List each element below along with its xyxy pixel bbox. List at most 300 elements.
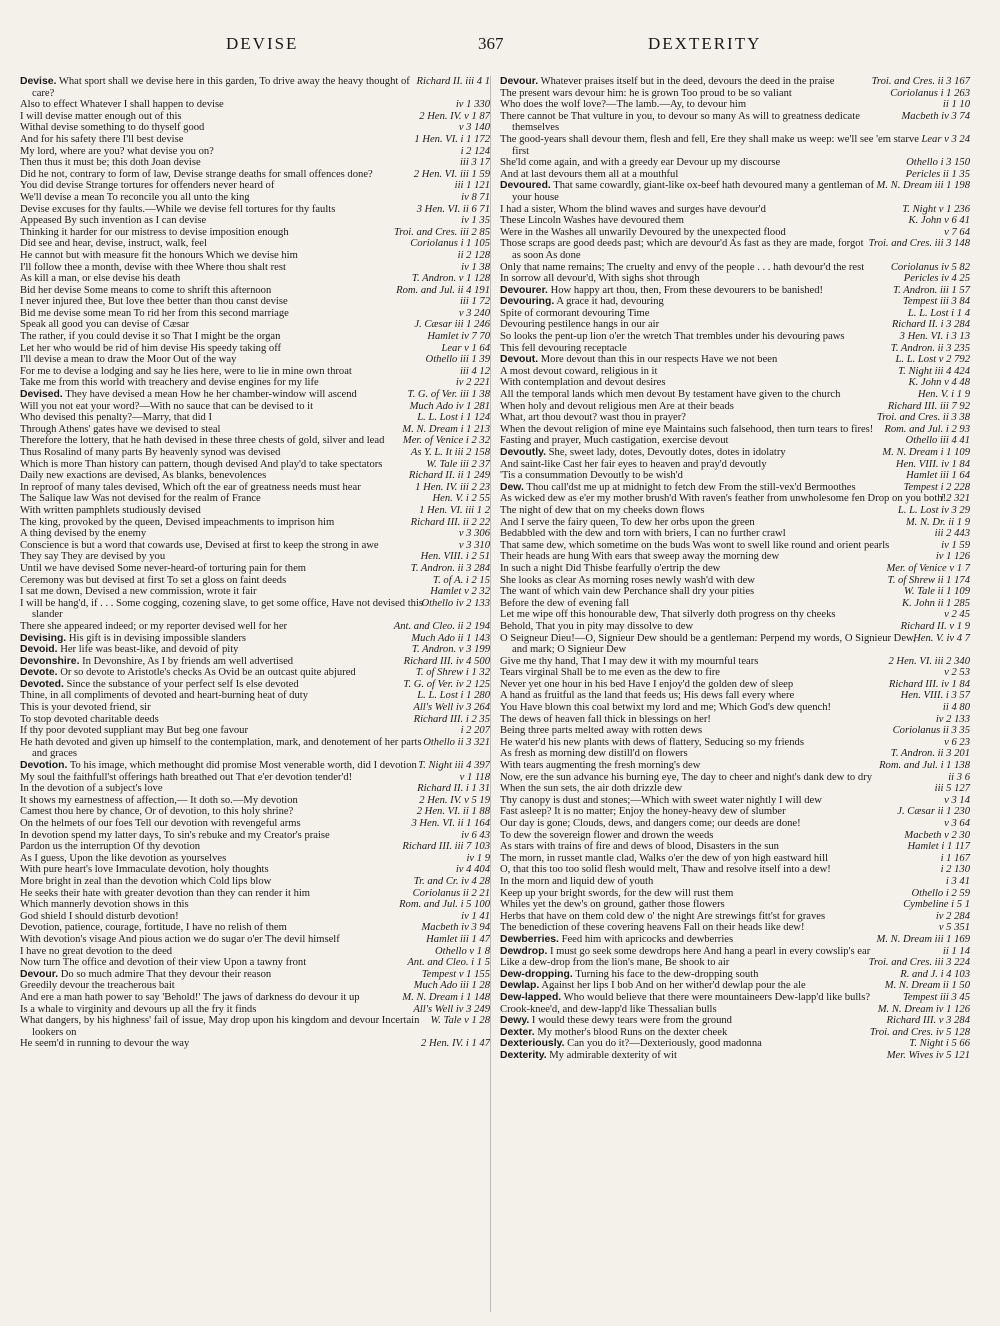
concordance-entry [500, 528, 970, 540]
entry-quotation: He water'd his new plants with dews of flattery, Seducing so my friends [500, 736, 804, 748]
concordance-entry [20, 864, 490, 876]
entry-quotation: 'Tis a consummation Devoutly to be wish'd [500, 470, 683, 482]
entry-reference: Richard III. iii 7 92 [887, 400, 970, 412]
concordance-entry [500, 435, 970, 447]
concordance-entry [500, 227, 970, 239]
concordance-entry [20, 992, 490, 1004]
entry-reference: iv 2 221 [455, 377, 490, 389]
entry-reference: Othello i 2 59 [911, 887, 970, 899]
entry-quotation: My mother's blood Runs on the dexter cheek [537, 1026, 728, 1038]
entry-reference: Tempest v 1 155 [421, 968, 490, 980]
entry-quotation: Who does the wolf love?—The lamb.—Ay, to devour him [500, 99, 747, 111]
entry-reference: T. of Shrew ii 1 174 [887, 574, 970, 586]
entry-reference: i 1 167 [940, 852, 970, 864]
concordance-entry [500, 667, 970, 679]
entry-quotation: So looks the pent-up lion o'er the wretch That trembles under his devouring paws [500, 331, 845, 343]
concordance-entry [500, 169, 970, 181]
concordance-entry [20, 841, 490, 853]
entry-reference: iii 3 17 [459, 157, 490, 169]
entry-quotation: I would these dewy tears were from the ground [531, 1015, 732, 1027]
entry-quotation: Never yet one hour in his bed Have I enjoy'd the golden dew of sleep [500, 678, 794, 690]
concordance-entry [20, 459, 490, 471]
entry-reference: 2 Hen. VI. iii 2 340 [888, 655, 970, 667]
concordance-entry [500, 888, 970, 900]
entry-reference: R. and J. i 4 103 [900, 968, 970, 980]
concordance-entry [500, 424, 970, 436]
concordance-entry [500, 946, 970, 958]
concordance-entry [500, 134, 970, 157]
concordance-entry [500, 864, 970, 876]
concordance-entry [500, 806, 970, 818]
entry-reference: T. G. of Ver. iv 2 125 [403, 678, 490, 690]
concordance-entry [500, 285, 970, 297]
entry-quotation: Can you do it?—Dexteriously, good madonna [567, 1038, 762, 1050]
entry-reference: iv 1 38 [461, 261, 490, 273]
entry-quotation: Thus Rosalind of many parts By heavenly synod was devised [20, 447, 281, 458]
entry-reference: Troi. and Cres. ii 3 167 [871, 76, 970, 87]
entry-quotation: Only that name remains; The cruelty and envy of the people . . . hath devour'd the rest [500, 261, 865, 273]
concordance-entry [500, 702, 970, 714]
entry-reference: L. L. Lost i 1 124 [417, 412, 490, 424]
concordance-entry [20, 934, 490, 946]
entry-reference: 2 Hen. VI. iii 1 59 [413, 168, 490, 180]
entry-quotation: My lord, where are you? what devise you on? [20, 145, 214, 157]
entry-reference: T. Andron. ii 3 284 [410, 562, 490, 574]
entry-quotation: My soul the faithfull'st offerings hath breathed out That e'er devotion tender'd! [20, 771, 353, 783]
entry-quotation: Do so much admire That they devour their reason [60, 968, 272, 980]
concordance-entry [500, 621, 970, 633]
entry-reference: 2 Hen. VI. ii 1 88 [416, 806, 490, 818]
entry-quotation: Those scraps are good deeds past; which are devour'd As fast as they are made, forgot as soon As done [500, 238, 864, 261]
entry-quotation: Herbs that have on them cold dew o' the night Are strewings fitt'st for graves [500, 910, 826, 922]
entry-quotation: I'll devise a mean to draw the Moor Out of the way [20, 354, 237, 366]
entry-quotation: All the temporal lands which men devout By testament have given to the church [500, 389, 841, 401]
concordance-entry [500, 296, 970, 308]
entry-reference: Richard II. iii 4 1 [416, 76, 490, 87]
concordance-entry [20, 621, 490, 633]
entry-reference: Cymbeline i 5 1 [903, 899, 970, 911]
entry-quotation: Were in the Washes all unwarily Devoured by the unexpected flood [500, 226, 786, 238]
concordance-entry [500, 354, 970, 366]
entry-quotation: With devotion's visage And pious action we do sugar o'er The devil himself [20, 933, 340, 945]
entry-quotation: Feed him with apricocks and dewberries [561, 933, 734, 945]
entry-reference: Richard III. i 2 35 [413, 713, 490, 725]
entry-reference: iv 6 43 [461, 829, 490, 841]
entry-quotation: I'll follow thee a month, devise with thee Where thou shalt rest [20, 261, 286, 273]
concordance-entry [20, 493, 490, 505]
entry-quotation: His gift is in devising impossible slanders [68, 632, 247, 644]
entry-quotation: In sorrow all devour'd, With sighs shot through [500, 273, 700, 285]
entry-quotation: Camest thou here by chance, Or of devotion, to this holy shrine? [20, 806, 294, 818]
concordance-entry [20, 679, 490, 691]
entry-quotation: To stop devoted charitable deeds [20, 713, 159, 725]
concordance-entry [20, 517, 490, 529]
entry-reference: ii 1 14 [942, 945, 970, 957]
concordance-entry [500, 273, 970, 285]
entry-quotation: He seem'd in running to devour the way [20, 1038, 190, 1050]
entry-reference: Coriolanus ii 3 35 [892, 725, 970, 737]
entry-reference: v 2 45 [944, 609, 970, 621]
entry-quotation: Bedabbled with the dew and torn with briers, I can no further crawl [500, 528, 786, 540]
entry-quotation: They say They are devised by you [20, 551, 166, 563]
column-divider [490, 76, 491, 1312]
entry-quotation: Through Athens' gates have we devised to steal [20, 423, 221, 435]
entry-reference: Hamlet iii 1 64 [906, 470, 970, 482]
entry-reference: Ant. and Cleo. i 1 5 [407, 957, 490, 969]
concordance-entry [500, 76, 970, 88]
concordance-entry [20, 957, 490, 969]
entry-reference: 3 Hen. VI. ii 1 164 [411, 818, 490, 829]
entry-quotation: I must go seek some dewdrops here And hang a pearl in every cowslip's ear [550, 945, 871, 957]
entry-reference: M. N. Dream iii 1 169 [876, 933, 970, 945]
concordance-entry [20, 262, 490, 274]
entry-quotation: Greedily devour the treacherous bait [20, 980, 175, 992]
concordance-entry [500, 540, 970, 552]
concordance-entry [500, 899, 970, 911]
entry-reference: M. N. Dream i 1 109 [882, 447, 970, 458]
concordance-entry [500, 401, 970, 413]
entry-quotation: My admirable dexterity of wit [549, 1049, 677, 1061]
entry-reference: v 3 306 [458, 528, 490, 540]
entry-reference: Coriolanus i 1 105 [410, 238, 490, 250]
entry-headword: Devour. [20, 968, 59, 980]
concordance-entry [20, 714, 490, 726]
entry-quotation: O, that this too too solid flesh would melt, Thaw and resolve itself into a dew! [500, 864, 831, 876]
entry-reference: T. Night iii 4 424 [898, 365, 970, 377]
entry-reference: T. G. of Ver. iii 1 38 [407, 389, 490, 401]
entry-quotation: In the morn and liquid dew of youth [500, 875, 654, 887]
concordance-entry [20, 401, 490, 413]
concordance-entry [500, 1038, 970, 1050]
concordance-entry [20, 273, 490, 285]
entry-reference: Richard III. iii 7 103 [402, 841, 490, 853]
entry-reference: iv 2 284 [935, 910, 970, 922]
concordance-entry [20, 470, 490, 482]
header-right-word: DEXTERITY [648, 34, 762, 53]
concordance-entry [500, 818, 970, 830]
entry-quotation: You Have blown this coal betwixt my lord and me; Which God's dew quench! [500, 702, 832, 714]
entry-reference: 3 Hen. VI. i 3 13 [899, 331, 970, 343]
concordance-entry [20, 980, 490, 992]
entry-headword: Dew-lapped. [500, 991, 562, 1003]
concordance-entry [500, 343, 970, 355]
entry-reference: 2 Hen. IV. i 1 47 [421, 1038, 490, 1050]
entry-reference: Hamlet i 1 117 [907, 841, 970, 853]
concordance-entry [20, 192, 490, 204]
concordance-entry [20, 644, 490, 656]
entry-headword: Devout. [500, 354, 539, 366]
entry-quotation: Let me wipe off this honourable dew, That silverly doth progress on thy cheeks [500, 609, 836, 621]
entry-quotation: And I serve the fairy queen, To dew her orbs upon the green [500, 516, 755, 528]
concordance-entry [20, 343, 490, 355]
entry-reference: Macbeth iv 3 74 [901, 110, 970, 122]
entry-reference: 2 Hen. IV. v 1 87 [419, 110, 490, 122]
entry-headword: Devising. [20, 632, 67, 644]
concordance-entry [500, 679, 970, 691]
entry-reference: T. Night iii 4 397 [418, 760, 490, 772]
entry-reference: M. N. Dream iv 1 126 [877, 1003, 970, 1015]
entry-quotation: The benediction of these covering heavens Fall on their heads like dew! [500, 922, 805, 934]
entry-quotation: More bright in zeal than the devotion which Cold lips blow [20, 875, 272, 887]
entry-headword: Dew-dropping. [500, 968, 573, 980]
entry-reference: v 5 351 [938, 922, 970, 934]
entry-reference: M. N. Dream i 1 213 [402, 423, 490, 435]
entry-quotation: Ceremony was but devised at first To set a gloss on faint deeds [20, 574, 287, 586]
entry-quotation: Daily new exactions are devised, As blanks, benevolences [20, 470, 267, 482]
entry-reference: 2 Hen. IV. v 5 19 [419, 794, 490, 806]
entry-reference: W. Tale v 1 28 [430, 1015, 490, 1027]
entry-headword: Devotion. [20, 760, 68, 772]
entry-quotation: What, art thou devout? wast thou in prayer? [500, 412, 686, 424]
entry-reference: 1 Hen. IV. iii 2 23 [415, 481, 490, 493]
entry-quotation: In devotion spend my latter days, To sin's rebuke and my Creator's praise [20, 829, 330, 841]
concordance-entry [500, 1027, 970, 1039]
concordance-entry [20, 169, 490, 181]
concordance-entry [500, 690, 970, 702]
concordance-entry [20, 435, 490, 447]
entry-quotation: Therefore the lottery, that he hath devised in these three chests of gold, silver and lead [20, 435, 385, 447]
entry-reference: All's Well iv 3 249 [413, 1003, 490, 1015]
entry-reference: iv 1 35 [461, 215, 490, 227]
entry-reference: Rom. and Jul. i 2 93 [884, 423, 970, 435]
entry-headword: Devour. [500, 76, 539, 87]
entry-quotation: Devotion, patience, courage, fortitude, I have no relish of them [20, 922, 287, 934]
right-column [500, 76, 970, 1061]
entry-quotation: The want of which vain dew Perchance shall dry your pities [500, 586, 755, 598]
entry-quotation: The night of dew that on my cheeks down flows [500, 504, 705, 516]
entry-quotation: You did devise Strange tortures for offenders never heard of [20, 180, 275, 192]
entry-reference: iii 4 12 [459, 365, 490, 377]
concordance-entry [500, 238, 970, 261]
concordance-entry [20, 354, 490, 366]
entry-reference: i 3 41 [945, 875, 970, 887]
entry-quotation: This is your devoted friend, sir [20, 702, 151, 714]
concordance-entry [500, 319, 970, 331]
entry-reference: iv 1 126 [935, 551, 970, 563]
entry-reference: v 3 140 [458, 122, 490, 134]
entry-quotation: Then thus it must be; this doth Joan devise [20, 157, 201, 169]
concordance-entry [500, 575, 970, 587]
entry-quotation: Which mannerly devotion shows in this [20, 899, 189, 911]
concordance-entry [20, 204, 490, 216]
entry-reference: J. Cæsar ii 1 230 [897, 806, 970, 818]
entry-quotation: Her life was beast-like, and devoid of pity [60, 644, 239, 656]
entry-reference: T. of A. i 2 15 [433, 574, 490, 586]
entry-quotation: Thy canopy is dust and stones;—Which with sweet water nightly I will dew [500, 794, 822, 806]
entry-reference: Troi. and Cres. iii 3 148 [868, 238, 970, 250]
concordance-entry [20, 772, 490, 784]
entry-reference: Pericles iv 4 25 [903, 273, 970, 285]
concordance-entry [20, 830, 490, 842]
entry-reference: Coriolanus i 1 263 [890, 87, 970, 99]
entry-quotation: And for his safety there I'll best devise [20, 133, 184, 145]
entry-reference: v 3 310 [458, 539, 490, 551]
concordance-entry [500, 853, 970, 865]
entry-reference: 3 Hen. VI. ii 6 71 [416, 203, 490, 215]
concordance-entry [20, 227, 490, 239]
entry-reference: Hen. V. iv 4 7 [913, 632, 970, 644]
entry-reference: L. L. Lost i 1 280 [417, 690, 490, 702]
entry-quotation: In reproof of many tales devised, Which oft the ear of greatness needs must hear [20, 481, 361, 493]
concordance-entry [20, 969, 490, 981]
entry-quotation: The present wars devour him: he is grown Too proud to be so valiant [500, 87, 792, 99]
entry-reference: W. Tale iii 2 37 [426, 458, 490, 470]
entry-reference: ii 3 6 [948, 771, 970, 783]
concordance-entry [500, 563, 970, 575]
entry-headword: Dewlap. [500, 980, 540, 992]
concordance-entry [500, 1050, 970, 1062]
entry-quotation: Bid me devise some mean To rid her from this second marriage [20, 307, 289, 319]
entry-reference: Pericles ii 1 35 [905, 168, 970, 180]
concordance-entry [20, 331, 490, 343]
entry-quotation: Devise excuses for thy faults.—While we devise fell tortures for thy faults [20, 203, 336, 215]
entry-reference: Richard II. v 1 9 [900, 620, 970, 632]
entry-reference: v 3 64 [944, 818, 970, 829]
entry-quotation: Being three parts melted away with rotten dews [500, 725, 703, 737]
entry-reference: Rom. and Jul. i 5 100 [399, 899, 490, 911]
concordance-entry [20, 134, 490, 146]
concordance-entry [20, 876, 490, 888]
concordance-entry [500, 331, 970, 343]
entry-quotation: Crook-knee'd, and dew-lapp'd like Thessalian bulls [500, 1003, 717, 1015]
concordance-entry [20, 76, 490, 99]
concordance-entry [20, 899, 490, 911]
concordance-entry [20, 760, 490, 772]
concordance-entry [20, 922, 490, 934]
concordance-entry [20, 157, 490, 169]
concordance-entry [20, 667, 490, 679]
concordance-entry [500, 760, 970, 772]
entry-quotation: For me to devise a lodging and say he lies here, were to lie in mine own throat [20, 365, 352, 377]
entry-quotation: Bid her devise Some means to come to shrift this afternoon [20, 284, 272, 296]
entry-quotation: Or so devote to Aristotle's checks As Ovid be an outcast quite abjured [60, 667, 356, 679]
concordance-entry [20, 690, 490, 702]
entry-reference: Troi. and Cres. iii 3 224 [868, 957, 970, 969]
entry-reference: Ant. and Cleo. ii 2 194 [393, 620, 490, 632]
concordance-entry [20, 424, 490, 436]
entry-reference: Othello ii 3 321 [423, 736, 490, 748]
entry-reference: Othello iii 1 39 [425, 354, 490, 366]
entry-reference: Hamlet iii 1 47 [426, 933, 490, 945]
concordance-entry [500, 262, 970, 274]
concordance-entry [20, 180, 490, 192]
entry-quotation: With tears augmenting the fresh morning's dew [500, 760, 701, 772]
entry-reference: T. Andron. iii 1 57 [893, 284, 970, 296]
entry-reference: v 3 240 [458, 307, 490, 319]
concordance-entry [500, 459, 970, 471]
entry-reference: v 7 64 [944, 226, 970, 238]
entry-quotation: He seeks their hate with greater devotion than they can render it him [20, 887, 311, 899]
concordance-entry [20, 702, 490, 714]
concordance-entry [20, 563, 490, 575]
entry-quotation: Did he not, contrary to form of law, Devise strange deaths for small offences done? [20, 168, 373, 180]
entry-quotation: Which is more Than history can pattern, though devised And play'd to take spectators [20, 458, 383, 470]
entry-quotation: The dews of heaven fall thick in blessings on her! [500, 713, 711, 725]
entry-quotation: He hath devoted and given up himself to the contemplation, mark, and denotement of her parts and graces [20, 736, 422, 760]
entry-reference: ii 2 128 [457, 249, 490, 261]
concordance-entry [500, 911, 970, 923]
entry-reference: J. Cæsar iii 1 246 [414, 319, 490, 331]
entry-reference: i 2 321 [940, 493, 970, 505]
entry-quotation: A thing devised by the enemy [20, 528, 147, 540]
entry-reference: Hamlet iv 7 70 [427, 331, 490, 343]
entry-reference: Troi. and Cres. ii 3 38 [876, 412, 970, 424]
entry-reference: L. L. Lost i 1 4 [907, 307, 970, 319]
entry-quotation: The good-years shall devour them, flesh and fell, Ere they shall make us weep: we'll see 'em starve first [500, 133, 919, 157]
concordance-entry [500, 957, 970, 969]
entry-reference: K. John v 4 48 [908, 377, 970, 389]
concordance-entry [500, 795, 970, 807]
entry-headword: Devise. [20, 76, 57, 87]
entry-reference: M. N. Dr. ii 1 9 [905, 516, 970, 528]
entry-reference: All's Well iv 3 264 [413, 702, 490, 714]
entry-reference: iv 1 330 [455, 99, 490, 111]
entry-headword: Devonshire. [20, 655, 80, 667]
entry-quotation: Whiles yet the dew's on ground, gather those flowers [500, 899, 725, 911]
concordance-entry [500, 493, 970, 505]
entry-reference: i 2 207 [460, 725, 490, 737]
concordance-entry [500, 180, 970, 203]
entry-reference: Hen. VIII. i 2 51 [420, 551, 490, 563]
entry-quotation: I will be hang'd, if . . . Some cogging, cozening slave, to get some office, Have not devised this slander [20, 597, 424, 621]
entry-reference: v 1 118 [459, 771, 490, 783]
entry-reference: Richard II. i 1 31 [417, 783, 490, 795]
concordance-entry [20, 795, 490, 807]
concordance-entry [500, 447, 970, 459]
concordance-entry [20, 528, 490, 540]
concordance-entry [20, 911, 490, 923]
entry-quotation: And ere a man hath power to say 'Behold!' The jaws of darkness do devour it up [20, 991, 360, 1003]
entry-quotation: Devouring pestilence hangs in our air [500, 319, 660, 331]
entry-reference: M. N. Dream ii 1 50 [884, 980, 970, 992]
entry-quotation: Their heads are hung With ears that sweep away the morning dew [500, 551, 780, 563]
running-head [0, 34, 1000, 58]
concordance-entry [500, 517, 970, 529]
entry-quotation: More devout than this in our respects Have we not been [540, 354, 778, 366]
entry-reference: Hen. V. i 2 55 [432, 493, 490, 505]
concordance-entry [20, 482, 490, 494]
entry-quotation: Let her who would be rid of him devise His speedy taking off [20, 342, 282, 354]
concordance-entry [500, 366, 970, 378]
entry-headword: Devoured. [500, 180, 551, 192]
entry-headword: Dewy. [500, 1015, 530, 1027]
concordance-entry [500, 215, 970, 227]
entry-quotation: Keep up your bright swords, for the dew will rust them [500, 887, 734, 899]
entry-reference: Tempest i 2 228 [903, 481, 970, 493]
concordance-entry [20, 505, 490, 517]
entry-quotation: I never injured thee, But love thee better than thou canst devise [20, 296, 288, 308]
entry-reference: T. Night v 1 236 [902, 203, 970, 215]
entry-quotation: Now turn The office and devotion of their view Upon a tawny front [20, 957, 307, 969]
concordance-entry [500, 656, 970, 668]
entry-quotation: How happy art thou, then, From these devourers to be banished! [550, 284, 824, 296]
entry-quotation: With pure heart's love Immaculate devotion, holy thoughts [20, 864, 269, 876]
entry-quotation: Speak all good you can devise of Cæsar [20, 319, 190, 331]
entry-reference: T. of Shrew i 1 32 [415, 667, 490, 679]
entry-quotation: To his image, which methought did promise Most venerable worth, did I devotion [69, 760, 417, 772]
entry-headword: Devouring. [500, 296, 555, 308]
entry-reference: ii 4 80 [942, 702, 970, 714]
entry-headword: Devoid. [20, 644, 58, 656]
entry-reference: iv 2 133 [935, 713, 970, 725]
entry-reference: i 2 130 [940, 864, 970, 876]
concordance-entry [500, 934, 970, 946]
concordance-entry [20, 633, 490, 645]
entry-headword: Dewberries. [500, 933, 559, 945]
entry-reference: Coriolanus ii 2 21 [412, 887, 490, 899]
entry-quotation: In such a night Did Thisbe fearfully o'ertrip the dew [500, 562, 721, 574]
concordance-entry [500, 841, 970, 853]
